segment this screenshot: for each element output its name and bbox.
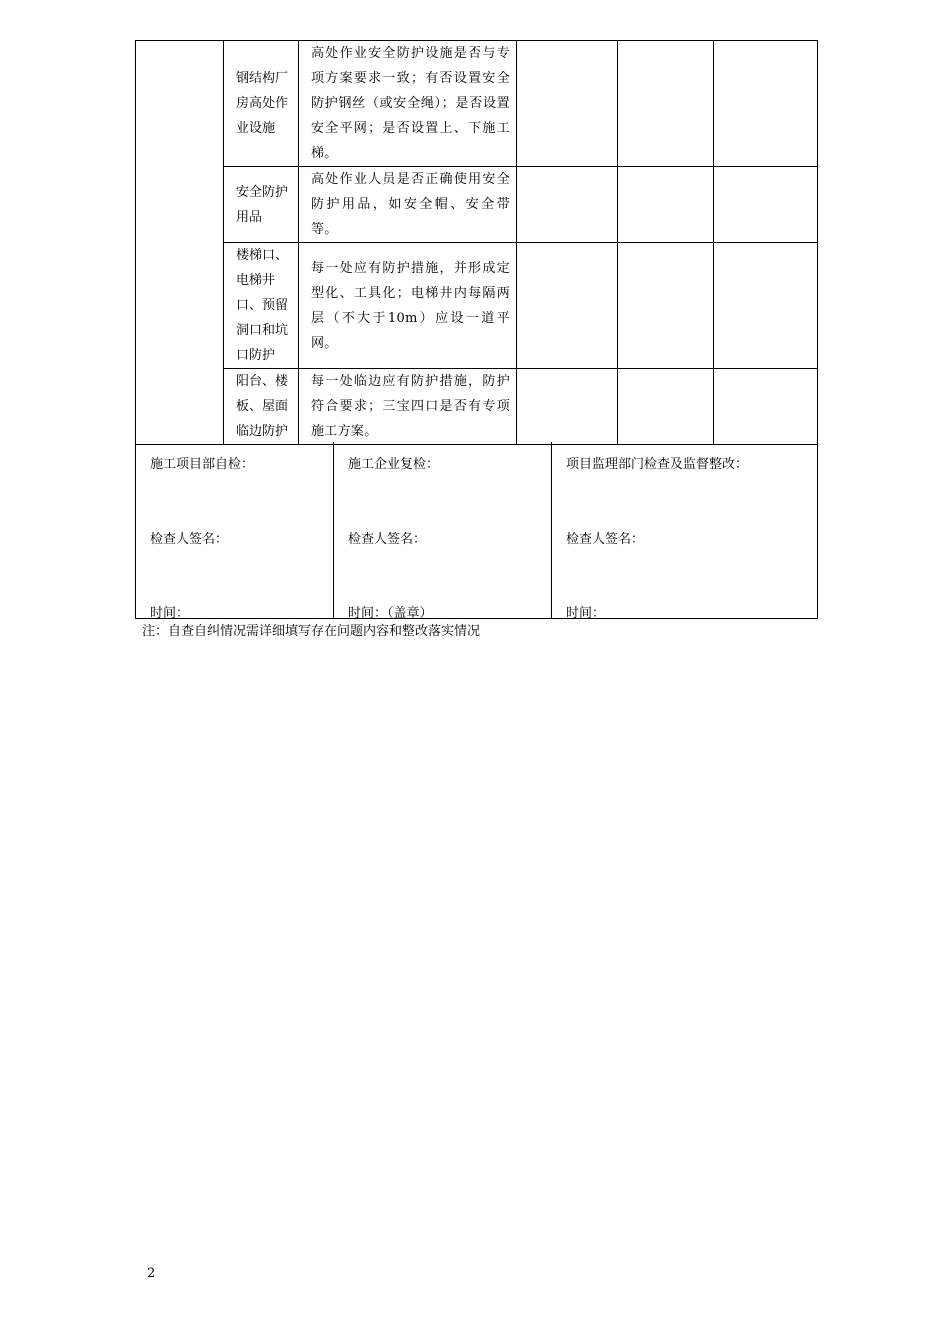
- result-cell: [714, 369, 818, 445]
- check-content-cell: 每一处应有防护措施，并形成定型化、工具化；电梯井内每隔两层（不大于10m）应设一道平网。: [299, 243, 517, 369]
- company-recheck-time-label: 时间：（盖章）: [348, 606, 433, 621]
- table-row: [136, 41, 818, 167]
- result-cell: [714, 167, 818, 243]
- self-check-time-label: 时间：: [150, 606, 190, 621]
- signoff-table: [135, 442, 818, 619]
- self-check-cell: [136, 442, 334, 619]
- company-recheck-cell: [334, 442, 552, 619]
- supervision-time-label: 时间：: [566, 606, 606, 621]
- check-item-cell: 阳台、楼板、屋面临边防护: [224, 369, 299, 445]
- result-cell: [714, 243, 818, 369]
- company-recheck-signer-label: 检查人签名：: [348, 532, 427, 547]
- result-cell: [517, 41, 618, 167]
- check-content-cell: 每一处临边应有防护措施，防护符合要求；三宝四口是否有专项施工方案。: [299, 369, 517, 445]
- supervision-signer-label: 检查人签名：: [566, 532, 645, 547]
- supervision-cell: [552, 442, 818, 619]
- self-check-signer-label: 检查人签名：: [150, 532, 229, 547]
- company-recheck-title: 施工企业复检：: [348, 457, 440, 472]
- result-cell: [714, 41, 818, 167]
- table-row: [136, 243, 818, 369]
- check-content-cell: 高处作业人员是否正确使用安全防护用品，如安全帽、安全带等。: [299, 167, 517, 243]
- category-cell: [136, 41, 224, 445]
- result-cell: [517, 167, 618, 243]
- table-row: [136, 167, 818, 243]
- inspection-table: [135, 40, 818, 445]
- page-number: 2: [147, 1266, 156, 1281]
- check-item-cell: 钢结构厂房高处作业设施: [224, 41, 299, 167]
- result-cell: [618, 41, 714, 167]
- result-cell: [618, 243, 714, 369]
- check-item-cell: 楼梯口、电梯井口、预留洞口和坑口防护: [224, 243, 299, 369]
- table-row: [136, 369, 818, 445]
- result-cell: [618, 167, 714, 243]
- result-cell: [517, 369, 618, 445]
- result-cell: [618, 369, 714, 445]
- footnote: 注：自查自纠情况需详细填写存在问题内容和整改落实情况: [142, 624, 481, 639]
- check-content-cell: 高处作业安全防护设施是否与专项方案要求一致；有否设置安全防护钢丝（或安全绳）；是否设置安全平网；是否设置上、下施工梯。: [299, 41, 517, 167]
- result-cell: [517, 243, 618, 369]
- supervision-title: 项目监理部门检查及监督整改：: [566, 457, 749, 472]
- signoff-row: [136, 442, 818, 619]
- self-check-title: 施工项目部自检：: [150, 457, 255, 472]
- check-item-cell: 安全防护用品: [224, 167, 299, 243]
